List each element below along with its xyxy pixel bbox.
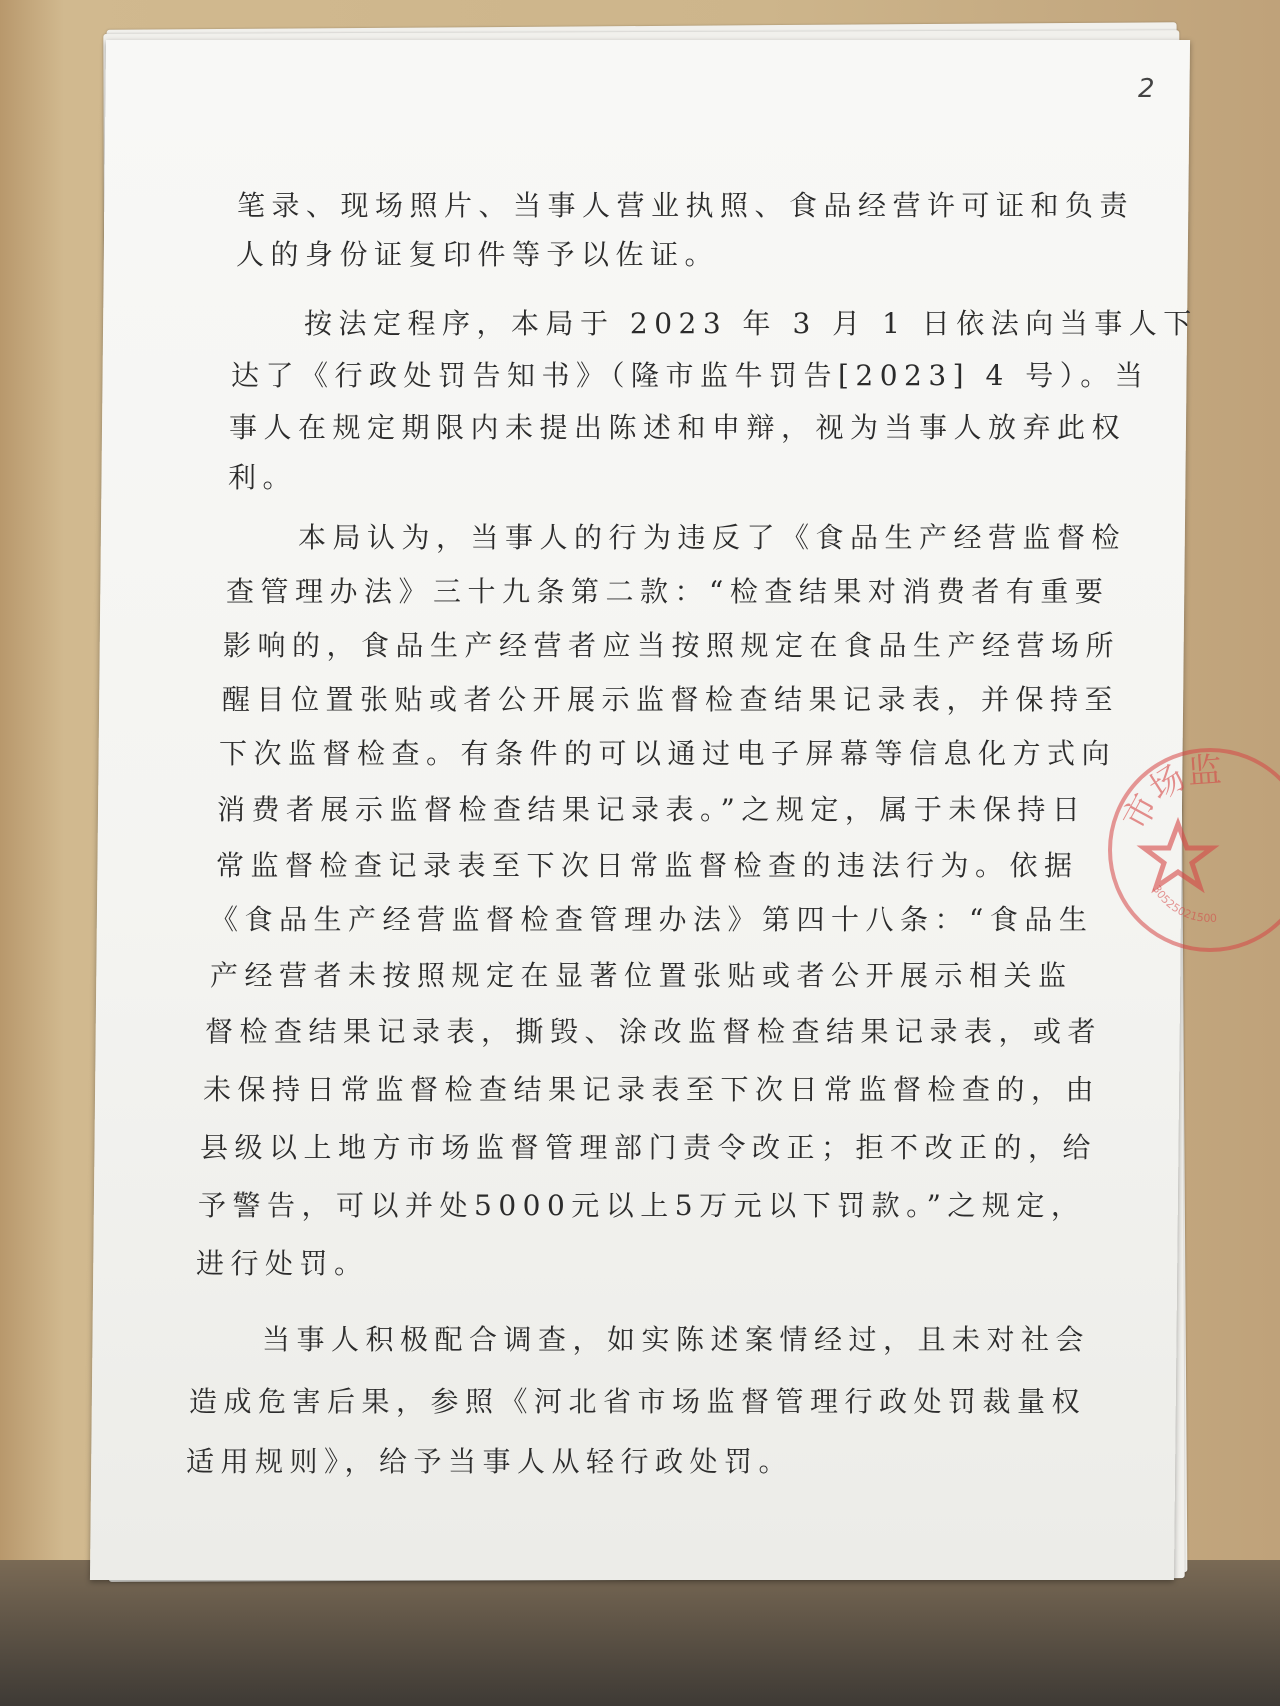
desk-shadow	[0, 1560, 1280, 1706]
seal-star-icon	[1144, 824, 1212, 887]
text-line: 予警告，可以并处5000元以上5万元以下罚款。”之规定，	[198, 1189, 1086, 1222]
seal-text: 市场监	[1115, 752, 1224, 837]
text-line: 本局认为，当事人的行为违反了《食品生产经营监督检	[298, 521, 1127, 554]
text-line: 人的身份证复印件等予以佐证。	[236, 238, 720, 271]
text-line: 适用规则》，给予当事人从轻行政处罚。	[186, 1445, 794, 1478]
text-line: 未保持日常监督检查结果记录表至下次日常监督检查的，由	[203, 1073, 1101, 1106]
text-line: 下次监督检查。有条件的可以通过电子屏幕等信息化方式向	[219, 737, 1117, 770]
text-line: 笔录、现场照片、当事人营业执照、食品经营许可证和负责	[237, 189, 1135, 222]
text-line: 造成危害后果，参照《河北省市场监督管理行政处罚裁量权	[189, 1385, 1087, 1418]
text-line: 影响的，食品生产经营者应当按照规定在食品生产经营场所	[223, 629, 1121, 662]
seal-number: 30525021500	[1149, 882, 1218, 925]
text-line: 常监督检查记录表至下次日常监督检查的违法行为。依据	[216, 849, 1079, 882]
text-line: 产经营者未按照规定在显著位置张贴或者公开展示相关监	[210, 959, 1073, 992]
text-line: 督检查结果记录表，撕毁、涂改监督检查结果记录表，或者	[205, 1015, 1103, 1048]
text-line: 进行处罚。	[196, 1247, 369, 1280]
seal-graphic	[1112, 752, 1280, 948]
text-line: 达了《行政处罚告知书》（隆市监牛罚告[2023] 4 号）。当	[231, 359, 1150, 392]
text-line: 利。	[228, 461, 298, 494]
text-line: 《食品生产经营监督检查管理办法》第四十八条：“食品生	[210, 903, 1094, 936]
text-line: 按法定程序，本局于 2023 年 3 月 1 日依法向当事人下	[304, 307, 1198, 340]
page-number: 2	[1138, 74, 1155, 104]
text-line: 事人在规定期限内未提出陈述和申辩，视为当事人放弃此权	[229, 411, 1127, 444]
official-seal-stamp	[1108, 748, 1280, 952]
text-line: 当事人积极配合调查，如实陈述案情经过，且未对社会	[262, 1323, 1091, 1356]
text-line: 查管理办法》三十九条第二款：“检查结果对消费者有重要	[226, 575, 1110, 608]
text-line: 消费者展示监督检查结果记录表。”之规定，属于未保持日	[217, 793, 1087, 826]
text-line: 县级以上地方市场监督管理部门责令改正；拒不改正的，给	[200, 1131, 1098, 1164]
text-line: 醒目位置张贴或者公开展示监督检查结果记录表，并保持至	[222, 683, 1120, 716]
